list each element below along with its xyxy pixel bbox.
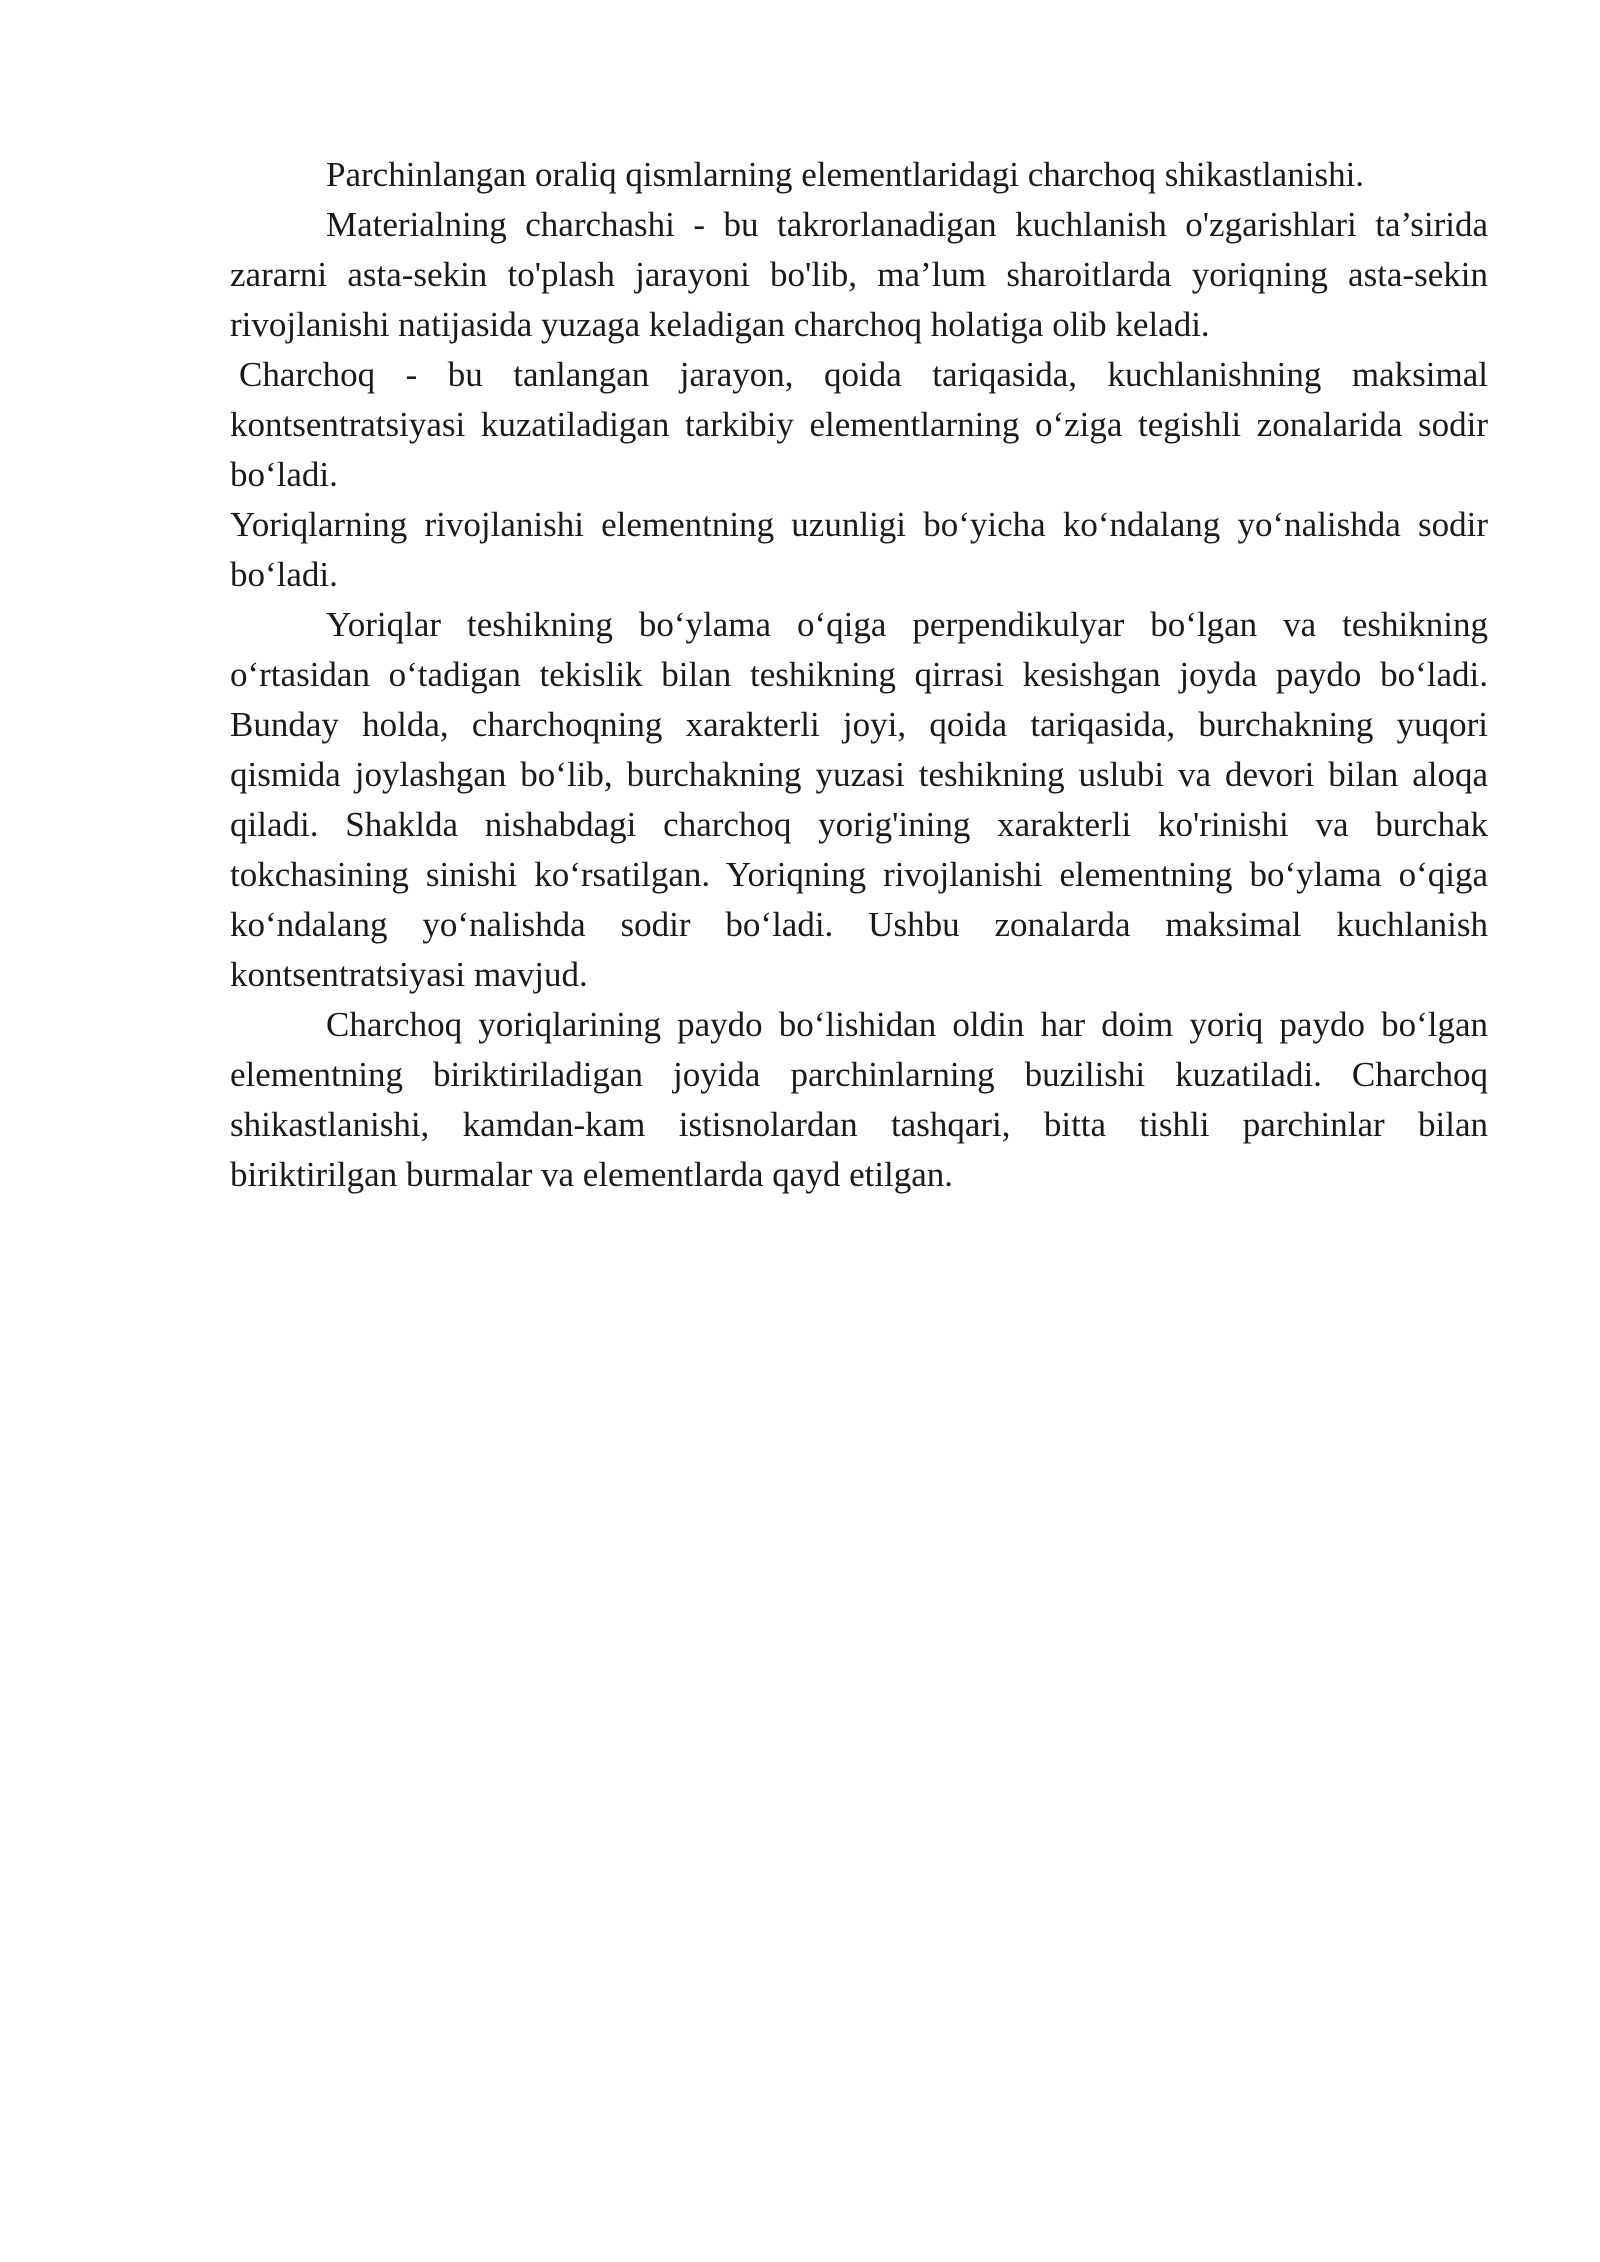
- document-heading-paragraph: Parchinlangan oraliq qismlarning elementlaridagi charchoq shikastlanishi.: [326, 155, 1365, 194]
- paragraph-crack-development: Yoriqlarning rivojlanishi elementning uzunligi bo‘yicha ko‘ndalang yo‘nalishda sodir bo‘ladi.: [230, 505, 1488, 594]
- paragraph-fatigue-process: Charchoq - bu tanlangan jarayon, qoida tariqasida, kuchlanishning maksimal kontsentratsiyasi kuzatiladigan tarkibiy elementlarning o‘ziga tegishli zonalarida sodir bo‘ladi.: [230, 355, 1488, 494]
- paragraph-material-fatigue: Materialning charchashi - bu takrorlanadigan kuchlanish o'zgarishlari ta’sirida zararni asta-sekin to'plash jarayoni bo'lib, ma’lum sharoitlarda yoriqning asta-sekin rivojlanishi natijasida yuzaga keladigan charchoq holatiga olib keladi.: [230, 205, 1488, 344]
- document-body: [230, 150, 1488, 1200]
- paragraph-rivet-failure: Charchoq yoriqlarining paydo bo‘lishidan oldin har doim yoriq paydo bo‘lgan elementning biriktiriladigan joyida parchinlarning buzilishi kuzatiladi. Charchoq shikastlanishi, kamdan-kam istisnolardan tashqari, bitta tishli parchinlar bilan biriktirilgan burmalar va elementlarda qayd etilgan.: [230, 1005, 1488, 1194]
- paragraph-crack-location: Yoriqlar teshikning bo‘ylama o‘qiga perpendikulyar bo‘lgan va teshikning o‘rtasidan o‘tadigan tekislik bilan teshikning qirrasi kesishgan joyda paydo bo‘ladi. Bunday holda, charchoqning xarakterli joyi, qoida tariqasida, burchakning yuqori qismida joylashgan bo‘lib, burchakning yuzasi teshikning uslubi va devori bilan aloqa qiladi. Shaklda nishabdagi charchoq yorig'ining xarakterli ko'rinishi va burchak tokchasining sinishi ko‘rsatilgan. Yoriqning rivojlanishi elementning bo‘ylama o‘qiga ko‘ndalang yo‘nalishda sodir bo‘ladi. Ushbu zonalarda maksimal kuchlanish kontsentratsiyasi mavjud.: [230, 605, 1488, 994]
